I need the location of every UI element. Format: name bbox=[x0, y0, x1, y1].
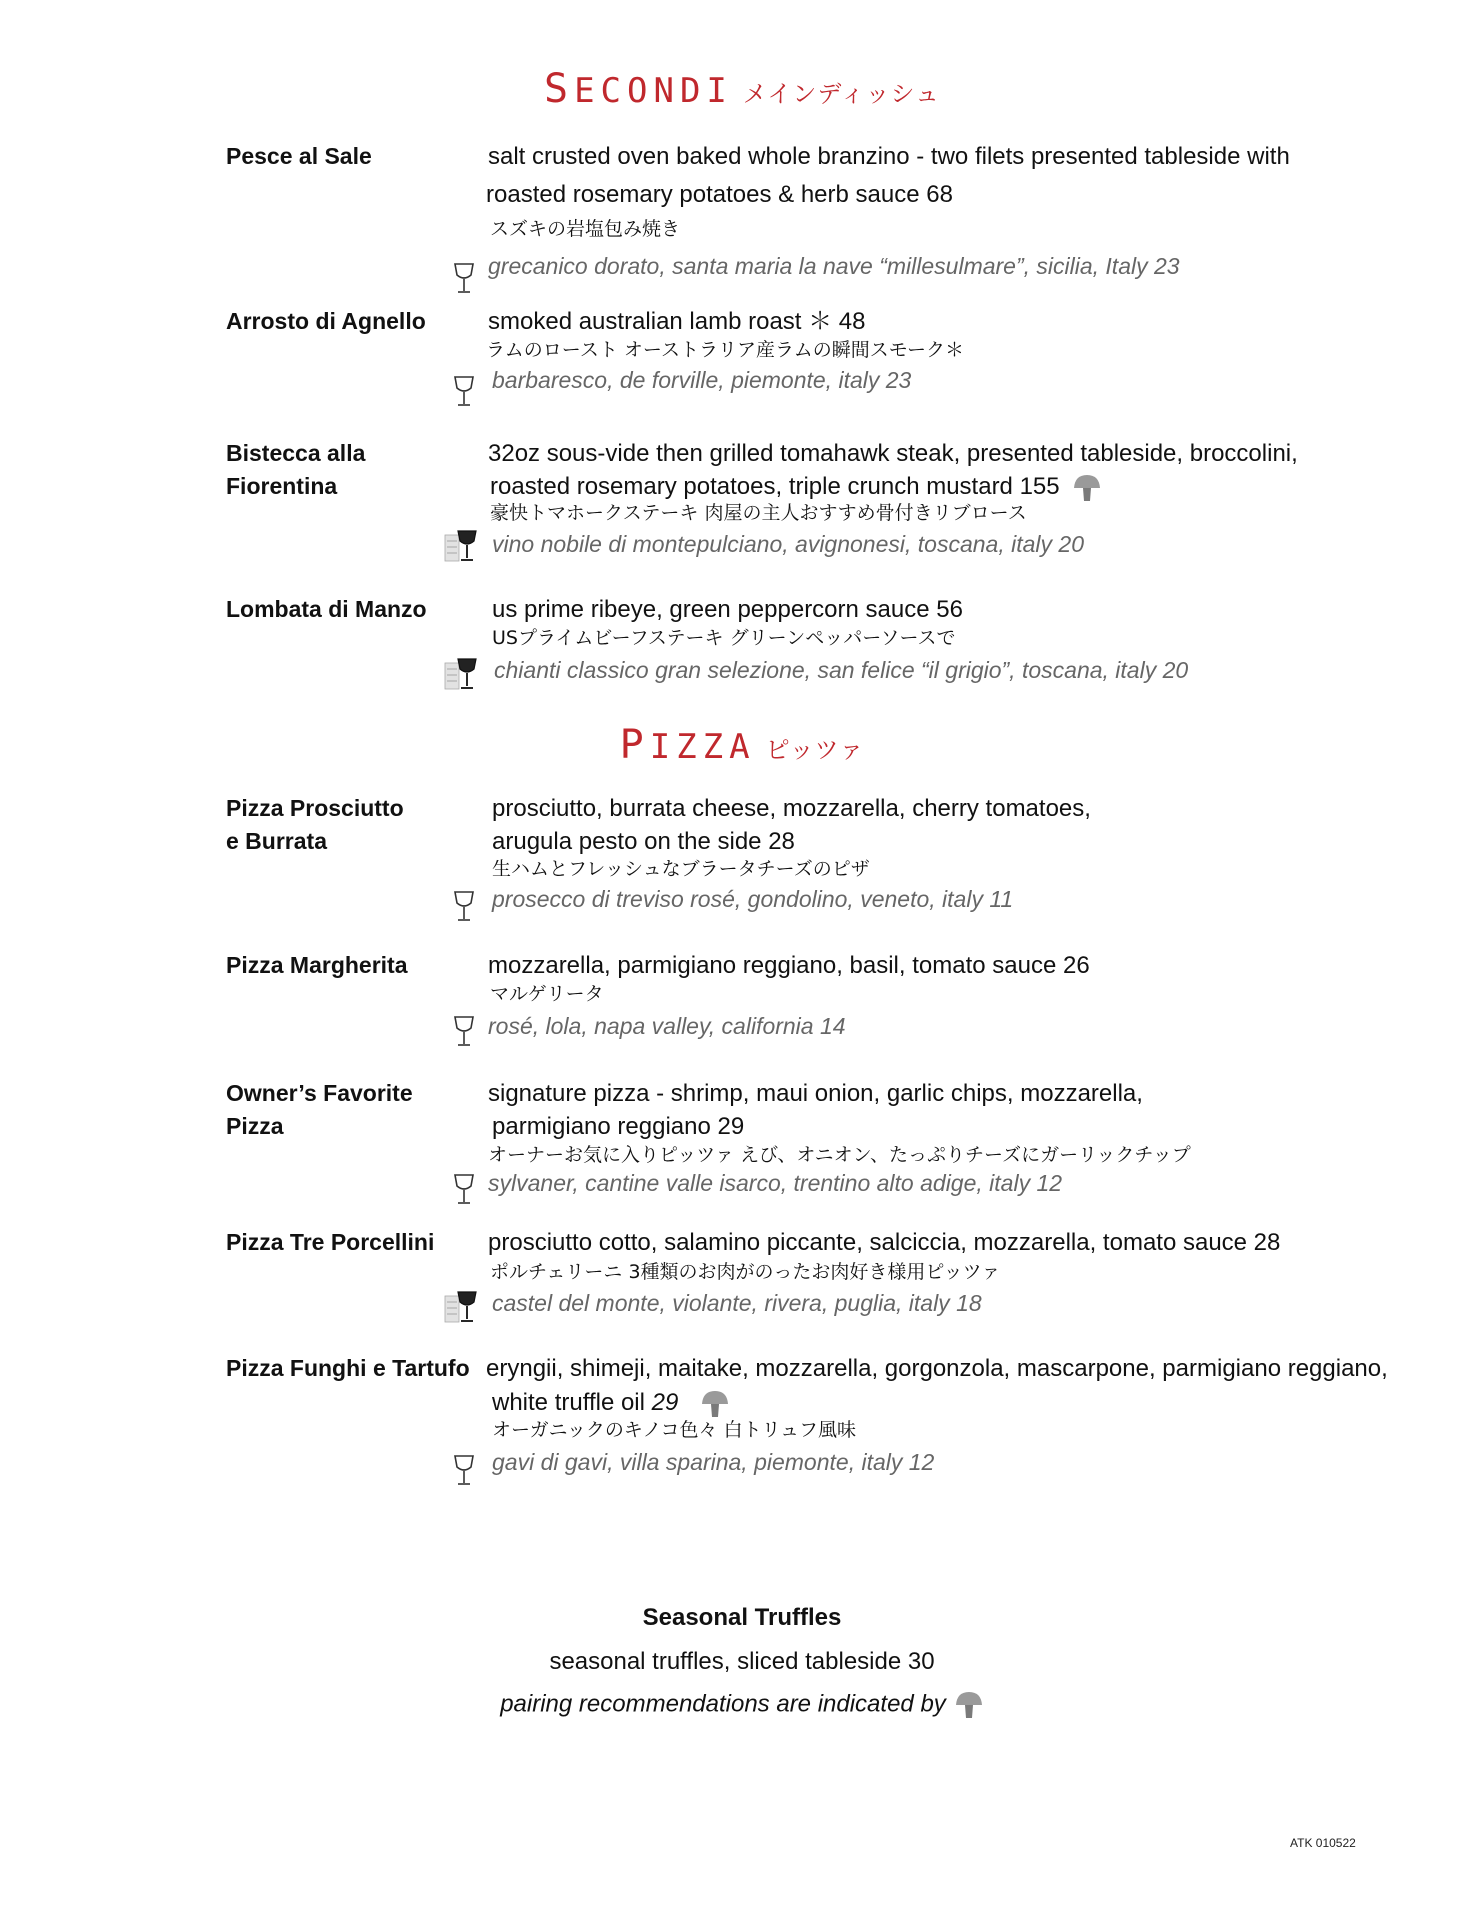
pairing-note bbox=[0, 1690, 1484, 1720]
dish-description: arugula pesto on the side 28 bbox=[492, 828, 795, 855]
wine-glass-icon bbox=[452, 1454, 476, 1488]
dish-name-line: Fiorentina bbox=[226, 473, 338, 499]
dish-name: Pizza Funghi e Tartufo bbox=[226, 1355, 470, 1381]
dish-description: roasted rosemary potatoes & herb sauce 68 bbox=[486, 181, 953, 208]
dish-jp: ポルチェリーニ 3種類のお肉がのったお肉好き様用ピッツァ bbox=[490, 1261, 1001, 1283]
dish-name bbox=[226, 792, 486, 858]
wine-pairing: castel del monte, violante, rivera, puglia, italy 18 bbox=[492, 1290, 982, 1316]
dish-description bbox=[490, 470, 1430, 503]
dish-jp: 生ハムとフレッシュなブラータチーズのピザ bbox=[492, 858, 870, 880]
seasonal-truffles-title: Seasonal Truffles bbox=[642, 1604, 842, 1631]
dish-description: 32oz sous-vide then grilled tomahawk steak, presented tableside, broccolini, bbox=[488, 440, 1298, 467]
dish-jp: マルゲリータ bbox=[490, 983, 604, 1005]
section-title-en bbox=[543, 66, 733, 112]
dish-name bbox=[226, 437, 486, 503]
truffle-icon bbox=[1072, 473, 1102, 503]
dish-name-line: Pizza bbox=[226, 1113, 284, 1139]
dish-name: Lombata di Manzo bbox=[226, 596, 427, 622]
dish-description: prosciutto cotto, salamino piccante, salciccia, mozzarella, tomato sauce 28 bbox=[488, 1229, 1281, 1256]
dish-description: salt crusted oven baked whole branzino - two filets presented tableside with bbox=[488, 143, 1290, 170]
title-rest: ECONDI bbox=[574, 71, 733, 111]
wine-glass-icon bbox=[452, 1015, 476, 1049]
dish-price: 29 bbox=[651, 1389, 679, 1416]
dish-name: Pizza Tre Porcellini bbox=[226, 1229, 435, 1255]
wine-pairing: barbaresco, de forville, piemonte, italy 23 bbox=[492, 367, 912, 393]
section-title-jp: ピッツァ bbox=[765, 736, 865, 764]
wine-pairing: gavi di gavi, villa sparina, piemonte, italy 12 bbox=[492, 1449, 935, 1475]
dish-description: us prime ribeye, green peppercorn sauce 56 bbox=[492, 596, 963, 623]
dish-description-text: white truffle oil bbox=[492, 1389, 652, 1416]
wine-pairing: chianti classico gran selezione, san felice “il grigio”, toscana, italy 20 bbox=[494, 657, 1189, 683]
wine-glass-icon bbox=[444, 657, 480, 693]
pairing-note-text: pairing recommendations are indicated by bbox=[500, 1690, 946, 1718]
truffle-icon bbox=[700, 1389, 730, 1419]
section-title-en bbox=[619, 722, 756, 768]
seasonal-truffles-line: seasonal truffles, sliced tableside 30 bbox=[549, 1648, 935, 1675]
dish-jp: ラムのロースト オーストラリア産ラムの瞬間スモーク＊ bbox=[486, 339, 965, 361]
dish-name: Arrosto di Agnello bbox=[226, 308, 426, 334]
section-title-pizza bbox=[0, 722, 1484, 768]
dish-description: parmigiano reggiano 29 bbox=[492, 1113, 745, 1140]
dish-name: Pizza Margherita bbox=[226, 952, 408, 978]
wine-glass-icon bbox=[452, 1173, 476, 1207]
dish-name-line: Owner’s Favorite bbox=[226, 1080, 413, 1106]
title-rest: IZZA bbox=[649, 727, 756, 767]
dish-jp: スズキの岩塩包み焼き bbox=[490, 218, 681, 240]
dish-name bbox=[226, 1077, 486, 1143]
dish-jp: 豪快トマホークステーキ 肉屋の主人おすすめ骨付きリブロース bbox=[490, 502, 1027, 524]
dish-description: eryngii, shimeji, maitake, mozzarella, gorgonzola, mascarpone, parmigiano reggiano, bbox=[486, 1355, 1388, 1382]
dish-description: mozzarella, parmigiano reggiano, basil, tomato sauce 26 bbox=[488, 952, 1090, 979]
section-title-secondi bbox=[0, 66, 1484, 112]
truffle-icon bbox=[954, 1690, 984, 1720]
wine-pairing: sylvaner, cantine valle isarco, trentino alto adige, italy 12 bbox=[488, 1170, 1063, 1196]
dish-name: Pesce al Sale bbox=[226, 143, 372, 169]
dish-description-text: roasted rosemary potatoes, triple crunch mustard 155 bbox=[490, 473, 1060, 500]
dish-name-line: e Burrata bbox=[226, 828, 327, 854]
wine-pairing: vino nobile di montepulciano, avignonesi, toscana, italy 20 bbox=[492, 531, 1084, 557]
title-initial: S bbox=[543, 66, 575, 112]
dish-description bbox=[492, 1386, 1432, 1419]
dish-description: smoked australian lamb roast ＊ 48 bbox=[488, 308, 866, 335]
wine-glass-icon bbox=[444, 1290, 480, 1326]
wine-glass-icon bbox=[452, 262, 476, 296]
section-title-jp: メインディッシュ bbox=[742, 80, 941, 108]
wine-glass-icon bbox=[444, 529, 480, 565]
wine-pairing: grecanico dorato, santa maria la nave “millesulmare”, sicilia, Italy 23 bbox=[488, 253, 1180, 279]
dish-description: signature pizza - shrimp, maui onion, garlic chips, mozzarella, bbox=[488, 1080, 1143, 1107]
menu-code: ATK 010522 bbox=[1290, 1836, 1356, 1850]
dish-jp: USプライムビーフステーキ グリーンペッパーソースで bbox=[492, 627, 956, 649]
dish-description: prosciutto, burrata cheese, mozzarella, cherry tomatoes, bbox=[492, 795, 1091, 822]
wine-glass-icon bbox=[452, 375, 476, 409]
dish-name-line: Pizza Prosciutto bbox=[226, 795, 404, 821]
dish-jp: オーガニックのキノコ色々 白トリュフ風味 bbox=[492, 1419, 857, 1441]
wine-glass-icon bbox=[452, 890, 476, 924]
title-initial: P bbox=[619, 722, 650, 768]
dish-jp: オーナーお気に入りピッツァ えび、オニオン、たっぷりチーズにガーリックチップ bbox=[488, 1144, 1191, 1166]
wine-pairing: rosé, lola, napa valley, california 14 bbox=[488, 1013, 846, 1039]
wine-pairing: prosecco di treviso rosé, gondolino, veneto, italy 11 bbox=[492, 886, 1014, 912]
dish-name-line: Bistecca alla bbox=[226, 440, 366, 466]
